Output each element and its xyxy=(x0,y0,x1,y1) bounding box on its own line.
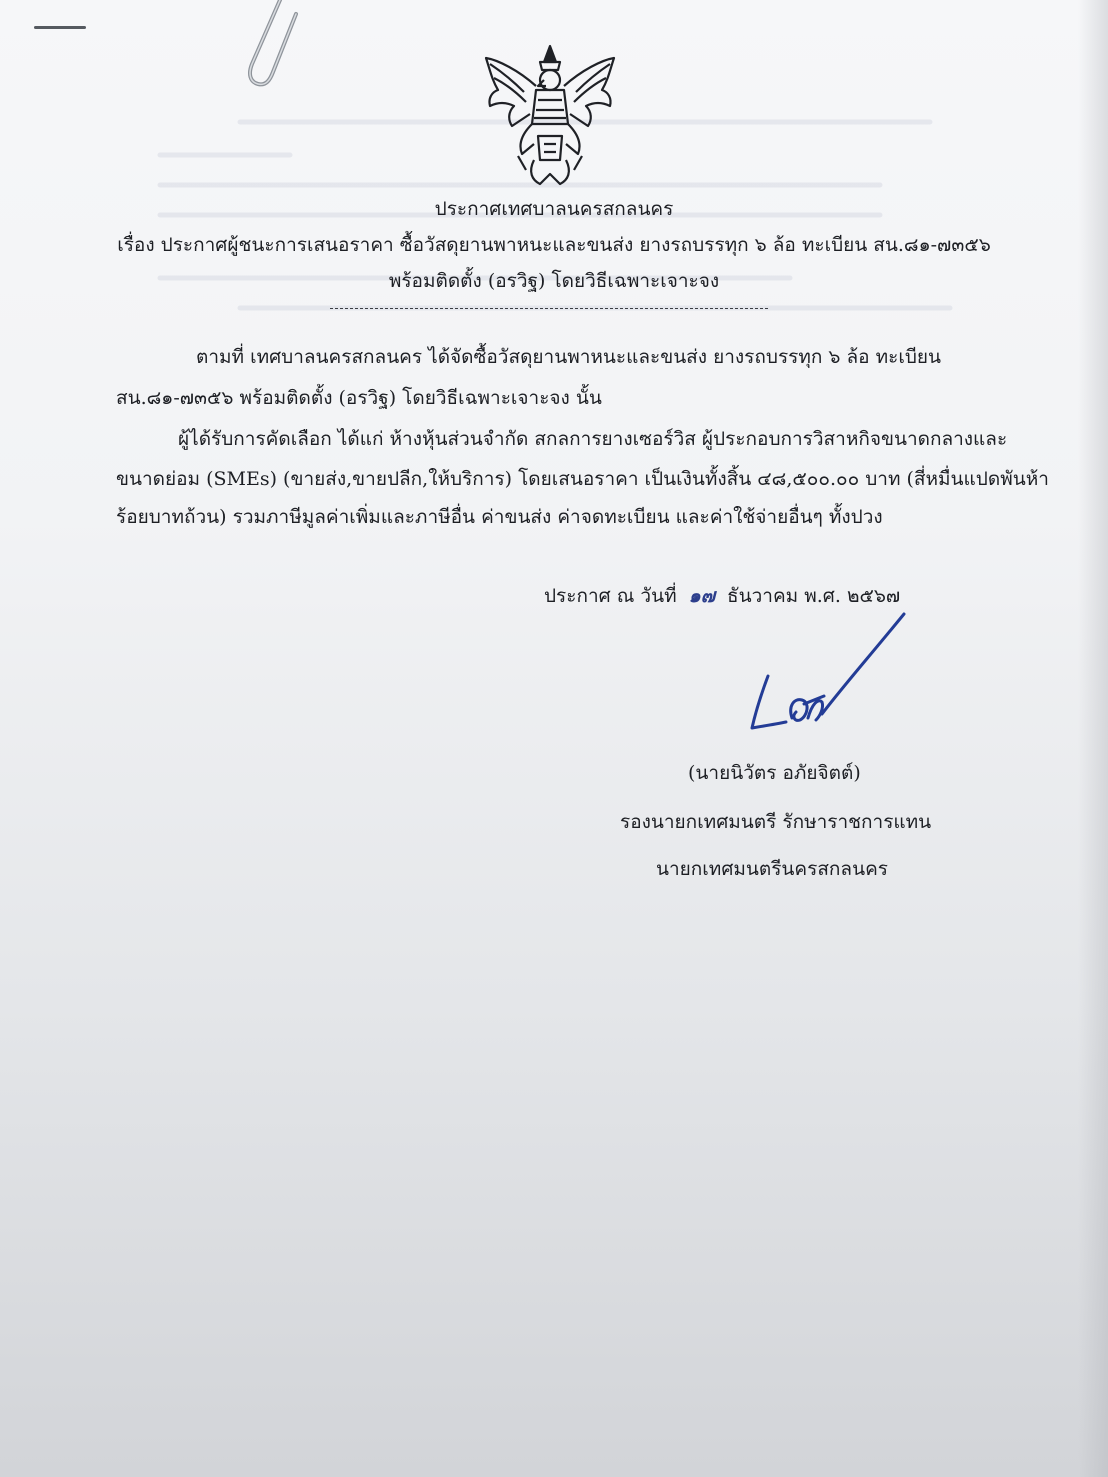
signer-title-line-2: นายกเทศมนตรีนครสกลนคร xyxy=(656,858,888,880)
paragraph-2-line-3: ร้อยบาทถ้วน) รวมภาษีมูลค่าเพิ่มและภาษีอื่น ค่าขนส่ง ค่าจดทะเบียน และค่าใช้จ่ายอื่นๆ ทั้งปวง xyxy=(116,506,883,528)
date-prefix: ประกาศ ณ วันที่ xyxy=(544,585,677,607)
paragraph-1-line-1: ตามที่ เทศบาลนครสกลนคร ได้จัดซื้อวัสดุยานพาหนะและขนส่ง ยางรถบรรทุก ๖ ล้อ ทะเบียน xyxy=(196,346,942,368)
subject-line-1: เรื่อง ประกาศผู้ชนะการเสนอราคา ซื้อวัสดุยานพาหนะและขนส่ง ยางรถบรรทุก ๖ ล้อ ทะเบียน สน.๘๑-๗๓๕๖ xyxy=(117,234,991,256)
handwritten-signature xyxy=(744,606,914,742)
announcement-date xyxy=(544,584,900,608)
signer-name: (นายนิวัตร อภัยจิตต์) xyxy=(688,762,861,784)
announcement-heading: ประกาศเทศบาลนครสกลนคร xyxy=(434,198,674,220)
garuda-emblem-icon xyxy=(478,40,622,188)
paragraph-2-line-2: ขนาดย่อม (SMEs) (ขายส่ง,ขายปลีก,ให้บริการ) โดยเสนอราคา เป็นเงินทั้งสิ้น ๔๘,๕๐๐.๐๐ บาท (สี่หมื่นแปดพันห้า xyxy=(116,468,1049,490)
date-suffix: ธันวาคม พ.ศ. ๒๕๖๗ xyxy=(727,585,901,607)
signer-title-line-1: รองนายกเทศมนตรี รักษาราชการแทน xyxy=(620,811,932,833)
paragraph-2-line-1: ผู้ได้รับการคัดเลือก ได้แก่ ห้างหุ้นส่วนจำกัด สกลการยางเซอร์วิส ผู้ประกอบการวิสาหกิจขนาดกลางและ xyxy=(178,428,1008,450)
subject-line-2: พร้อมติดตั้ง (อรวิฐ) โดยวิธีเฉพาะเจาะจง xyxy=(388,270,720,292)
paragraph-1-line-2: สน.๘๑-๗๓๕๖ พร้อมติดตั้ง (อรวิฐ) โดยวิธีเฉพาะเจาะจง นั้น xyxy=(116,387,602,409)
divider xyxy=(330,308,768,309)
paper-edge-shadow xyxy=(1078,0,1108,1477)
pen-mark xyxy=(34,26,86,29)
paperclip-icon xyxy=(236,0,306,92)
date-day-handwritten: ๑๗ xyxy=(688,585,715,607)
